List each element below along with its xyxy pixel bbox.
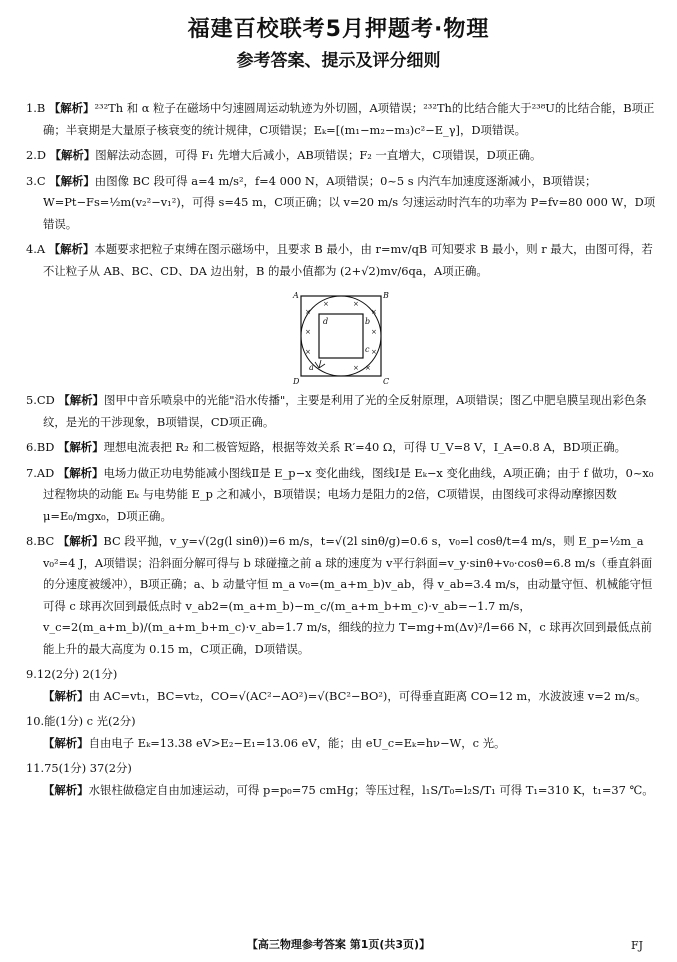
analysis-tag: 【解析】 [57,465,104,480]
label-A: A [293,291,299,300]
analysis-text: 由图像 BC 段可得 a=4 m/s²，f=4 000 N，A项错误；0~5 s 内汽车加速度逐渐减小，B项错误；W=Pt−Fs=½m(v₂²−v₁²)，可得 s=45 m，C项正确；以 v=20 m/s 匀速运动时汽车的功率为 P=fv=80 000 W，D项错误。 [43,173,656,231]
label-C: C [383,377,390,386]
answer-list [26,98,656,801]
answer-number: 8. [26,534,37,548]
analysis-tag: 【解析】 [43,688,89,703]
answer-number: 10. [26,714,45,728]
velocity-arrows [315,360,325,368]
field-mark: × [371,348,377,356]
analysis-text: 图解法动态圆，可得 F₁ 先增大后减小，AB项错误；F₂ 一直增大，C项错误，D项正确。 [95,148,542,162]
analysis-tag: 【解析】 [49,173,95,188]
label-a: a [309,363,314,372]
answer-number: 4. [26,242,37,256]
field-mark: × [305,348,311,356]
analysis-tag: 【解析】 [43,735,89,750]
answer-item [26,437,656,459]
answer-item [26,239,656,282]
magnetic-field-figure [291,286,391,386]
field-mark: × [305,328,311,336]
answer-item [26,98,656,141]
answer-number: 9. [26,667,37,681]
answer-choice: A [36,242,46,256]
answer-choice: C [36,173,46,188]
footer-code: FJ [630,939,643,952]
answer-item [26,711,656,754]
answer-item [26,145,656,167]
answer-number: 11. [26,761,45,775]
field-mark: × [365,364,371,372]
analysis-tag: 【解析】 [57,534,104,548]
answer-number: 5. [26,393,37,407]
answer-choice: AD [36,465,55,480]
analysis-text: 本题要求把粒子束缚在图示磁场中，且要求 B 最小，由 r=mv/qB 可知要求 B 最小，则 r 最大，由图可得，若不让粒子从 AB、BC、CD、DA 边出射，B 的最小值都为 (2+√2)mv/6qa，A项正确。 [43,242,653,278]
analysis-text: ²³²Th 和 α 粒子在磁场中匀速圆周运动轨迹为外切圆，A项错误；²³²Th的比结合能大于²³⁸U的比结合能，B项正确；半衰期是大量原子核衰变的统计规律，C项错误；Eₖ=[(m₁−m₂−m₃)c²−E_γ]，D项错误。 [43,101,655,137]
answer-choice: 12(2分) 2(1分) [36,667,118,681]
label-D: D [293,377,300,386]
footer-page-info: 【高三物理参考答案 第1页(共3页)】 [246,938,431,951]
answer-item [26,531,656,660]
answer-choice: 75(1分) 37(2分) [44,761,132,775]
analysis-tag: 【解析】 [58,393,104,407]
analysis-text: 自由电子 Eₖ=13.38 eV>E₂−E₁=13.06 eV，能；由 eU_c=Eₖ=hν−W，c 光。 [88,735,506,750]
field-mark: × [305,308,311,316]
answer-choice: D [36,148,47,162]
analysis-tag: 【解析】 [49,148,96,162]
field-mark: × [371,328,377,336]
label-c: c [365,345,370,354]
analysis-text: BC 段平抛，v_y=√(2g(l sinθ))=6 m/s，t=√(2l sinθ/g)=0.6 s，v₀=l cosθ/t=4 m/s，则 E_p=½m_a v₀²=4 J，A项错误；沿斜面分解可得与 b 球碰撞之前 a 球的速度为 v平行斜面=v_y·sinθ+v₀·cosθ=6.8 m/s（垂直斜面的分速度被缓冲），B项正确；a、b 动量守恒 m_a v₀=(m_a+m_b)v_ab，得 v_ab=3.4 m/s，由动量守恒、机械能守恒可得 c 球再次回到最低点时 v_ab2=(m_a+m_b)−m_c/(m_a+m_b+m_c)·v_ab=−1.7 m/s，v_c=2(m_a+m_b)/(m_a+m_b+m_c)·v_ab=1.7 m/s，细线的拉力 T=mg+m(Δv)²/l=66 N，c 球再次回到最低点前能上升的最大高度为 0.15 m，C项正确，D项错误。 [43,534,653,656]
label-B: B [383,291,389,300]
label-b: b [365,317,371,326]
answer-number: 7. [26,465,37,480]
answer-choice: CD [36,393,55,407]
analysis-text: 电场力做正功电势能减小图线Ⅱ是 E_p−x 变化曲线，图线Ⅰ是 Eₖ−x 变化曲线，A项正确；由于 f 做功，0~x₀ 过程物块的动能 Eₖ 与电势能 E_p 之和减小，B项错误；电场力是阻力的2倍，C项错误，由图线可求得动摩擦因数 μ=E₀/mgx₀，D项正确。 [43,465,654,523]
analysis-tag: 【解析】 [58,440,104,454]
answer-number: 1. [26,101,37,115]
field-mark: × [353,300,359,308]
label-d: d [323,317,329,326]
field-mark: × [323,300,329,308]
answer-choice: 能(1分) c 光(2分) [44,714,136,728]
field-mark: × [353,364,359,372]
figure-svg [291,286,391,386]
analysis-text: 图甲中音乐喷泉中的光能"沿水传播"，主要是利用了光的全反射原理，A项错误；图乙中肥皂膜呈现出彩色条纹，是光的干涉现象，B项错误，CD项正确。 [43,393,647,429]
answer-choice: BD [36,440,55,454]
analysis-tag: 【解析】 [48,101,95,115]
analysis-text: 由 AC=vt₁，BC=vt₂，CO=√(AC²−AO²)=√(BC²−BO²)，可得垂直距离 CO=12 m，水波波速 v=2 m/s。 [88,688,647,703]
page-title: 福建百校联考5月押题考·物理 [187,17,490,42]
answer-choice: B [36,101,46,115]
answer-item [26,390,656,433]
answer-number: 3. [26,173,37,188]
answer-item [26,171,656,236]
answer-item [26,463,656,528]
analysis-tag: 【解析】 [43,782,89,797]
analysis-text: 水银柱做稳定自由加速运动，可得 p=p₀=75 cmHg；等压过程，l₁S/T₀=l₂S/T₁ 可得 T₁=310 K，t₁=37 ℃。 [88,782,654,797]
field-mark: × [371,308,377,316]
answer-number: 2. [26,148,37,162]
page-subtitle: 参考答案、提示及评分细则 [236,51,441,71]
answer-item [26,758,656,801]
answer-item [26,664,656,707]
analysis-tag: 【解析】 [48,242,95,256]
answer-choice: BC [36,534,55,548]
answer-number: 6. [26,440,37,454]
analysis-text: 理想电流表把 R₂ 和二极管短路，根据等效关系 R′=40 Ω，可得 U_V=8 V，I_A=0.8 A，BD项正确。 [103,440,627,454]
